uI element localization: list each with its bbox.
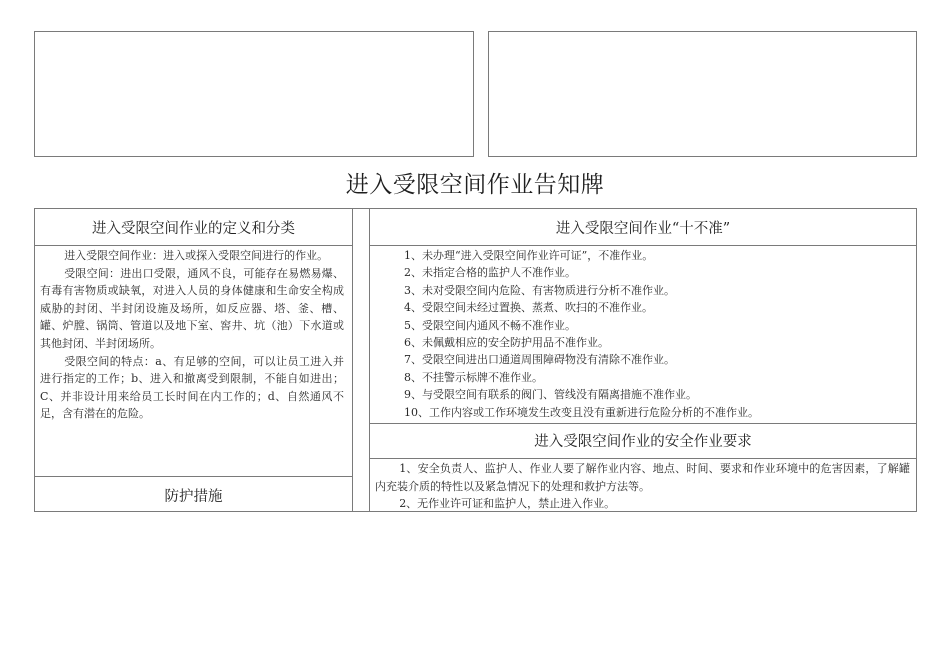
definition-header-divider (35, 245, 352, 246)
rule-item: 4、受限空间未经过置换、蒸煮、吹扫的不准作业。 (404, 301, 653, 315)
spacer-column (352, 208, 370, 512)
confined-space-paragraph: 受限空间：进出口受限，通风不良，可能存在易燃易爆、有毒有害物质或缺氧，对进入人员的身体健康和生命安全构成威胁的封闭、半封闭设施及场所，如反应器、塔、釜、槽、罐、炉膛、锅筒、管道以及地下室、窖井、坑（池）下水道或其他封闭、半封闭场所。 (40, 266, 344, 350)
safety-header-top-divider (370, 423, 916, 424)
definition-paragraph: 进入受限空间作业：进入或探入受限空间进行的作业。 (64, 249, 329, 262)
rule-item: 7、受限空间进出口通道周围障碍物没有清除不准作业。 (404, 353, 675, 367)
safety-requirements-header: 进入受限空间作业的安全作业要求 (534, 434, 752, 450)
rule-item: 8、不挂警示标牌不准作业。 (404, 370, 543, 384)
protection-measures-header: 防护措施 (164, 489, 223, 505)
rule-item: 5、受限空间内通风不畅不准作业。 (404, 318, 576, 332)
safety-header-bottom-divider (370, 458, 916, 459)
rule-item: 10、工作内容或工作环境发生改变且没有重新进行危险分析的不准作业。 (404, 405, 759, 419)
safety-item: 1、安全负责人、监护人、作业人要了解作业内容、地点、时间、要求和作业环境中的危害因素，了解罐内充装介质的特性以及紧急情况下的处理和救护方法等。 (375, 462, 910, 493)
rule-item: 1、未办理“进入受限空间作业许可证”，不准作业。 (404, 249, 654, 262)
page-title: 进入受限空间作业告知牌 (345, 172, 605, 198)
definition-body (40, 247, 344, 423)
rules-header-divider (370, 245, 916, 246)
characteristics-paragraph: 受限空间的特点：a、有足够的空间，可以让员工进入并进行指定的工作；b、进入和撤离受到限制，不能自如进出；C、并非设计用来给员工长时间在内工作的；d、自然通风不足，含有潜在的危险。 (40, 354, 344, 421)
ten-rules-header: 进入受限空间作业“十不准” (555, 221, 731, 237)
top-left-empty-panel (34, 31, 474, 157)
rules-panel (369, 208, 917, 512)
safety-item: 2、无作业许可证和监护人，禁止进入作业。 (399, 497, 616, 511)
definition-header: 进入受限空间作业的定义和分类 (92, 221, 295, 237)
rule-item: 9、与受限空间有联系的阀门、管线没有隔离措施不准作业。 (404, 388, 697, 402)
definition-panel (34, 208, 353, 512)
rule-item: 3、未对受限空间内危险、有害物质进行分析不准作业。 (404, 283, 675, 297)
rule-item: 6、未佩戴相应的安全防护用品不准作业。 (404, 336, 609, 350)
top-right-empty-panel (488, 31, 917, 157)
safety-requirements-body (375, 460, 910, 513)
ten-rules-list (404, 247, 914, 421)
rule-item: 2、未指定合格的监护人不准作业。 (404, 266, 576, 280)
protection-divider (35, 476, 352, 477)
